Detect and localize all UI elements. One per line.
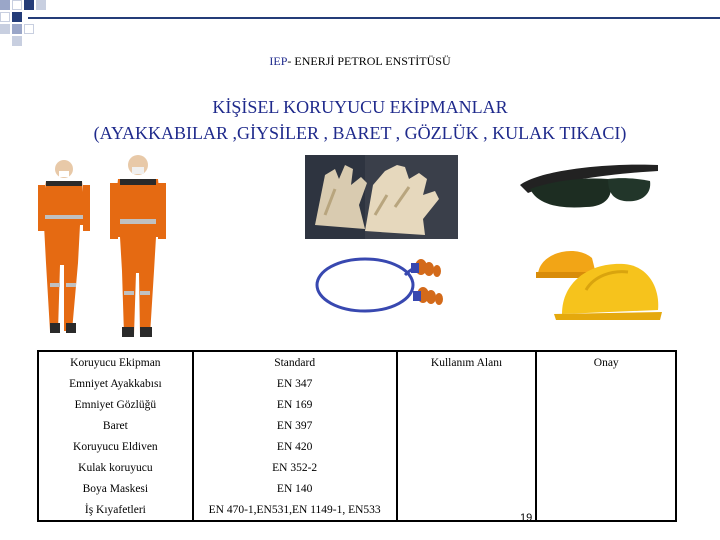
- yellow-hard-hat-photo: [532, 240, 664, 324]
- page-title: [0, 94, 720, 146]
- corner-square: [12, 0, 22, 10]
- worker-figure-right: [110, 155, 166, 337]
- table-cell: EN 169: [193, 394, 397, 415]
- table-row: [38, 457, 676, 478]
- table-cell: Emniyet Ayakkabısı: [38, 373, 193, 394]
- corner-square: [0, 12, 10, 22]
- table-row: [38, 373, 676, 394]
- corner-square: [0, 0, 10, 10]
- table-cell: EN 352-2: [193, 457, 397, 478]
- table-cell: EN 397: [193, 415, 397, 436]
- corner-square: [24, 0, 34, 10]
- table-cell: EN 420: [193, 436, 397, 457]
- table-header-cell: Standard: [193, 351, 397, 373]
- corner-square: [12, 12, 22, 22]
- leather-work-gloves-photo: [305, 155, 458, 239]
- table-cell: [397, 394, 537, 415]
- corner-squares-decoration: [0, 0, 60, 46]
- corner-square: [24, 24, 34, 34]
- table-cell: [536, 415, 676, 436]
- table-cell: [536, 373, 676, 394]
- table-row: [38, 415, 676, 436]
- corner-square: [12, 24, 22, 34]
- table-cell: Koruyucu Eldiven: [38, 436, 193, 457]
- table-cell: [397, 478, 537, 499]
- table-header-cell: Koruyucu Ekipman: [38, 351, 193, 373]
- title-line-1: KİŞİSEL KORUYUCU EKİPMANLAR: [212, 97, 508, 117]
- corner-square: [36, 0, 46, 10]
- table-cell: Baret: [38, 415, 193, 436]
- corded-ear-plugs-photo: [305, 245, 458, 331]
- table-cell: Kulak koruyucu: [38, 457, 193, 478]
- institute-heading: [0, 54, 720, 69]
- table-cell: [397, 457, 537, 478]
- table-cell: [397, 436, 537, 457]
- table-header-cell: Onay: [536, 351, 676, 373]
- page-number: 19: [520, 512, 533, 524]
- header-rule: [28, 17, 720, 19]
- table-cell: EN 347: [193, 373, 397, 394]
- table-cell: [536, 394, 676, 415]
- corner-square: [12, 36, 22, 46]
- safety-glasses-photo: [512, 155, 664, 215]
- table-row: [38, 394, 676, 415]
- table-row: [38, 478, 676, 499]
- table-row: [38, 436, 676, 457]
- table-cell: [397, 499, 537, 521]
- table-cell: İş Kıyafetleri: [38, 499, 193, 521]
- table-cell: Boya Maskesi: [38, 478, 193, 499]
- table-cell: EN 140: [193, 478, 397, 499]
- corner-square: [0, 24, 10, 34]
- table-cell: [536, 478, 676, 499]
- worker-figure-left: [38, 160, 90, 333]
- table-header-cell: Kullanım Alanı: [397, 351, 537, 373]
- table-cell: [397, 373, 537, 394]
- institute-name: - ENERJİ PETROL ENSTİTÜSÜ: [287, 54, 451, 68]
- table-header-row: [38, 351, 676, 373]
- table-cell: [536, 457, 676, 478]
- table-cell: EN 470-1,EN531,EN 1149-1, EN533: [193, 499, 397, 521]
- table-cell: [536, 436, 676, 457]
- table-cell: [397, 415, 537, 436]
- table-cell: Emniyet Gözlüğü: [38, 394, 193, 415]
- table-row: [38, 499, 676, 521]
- orange-workwear-coveralls-photo: [26, 155, 180, 340]
- table-cell: [536, 499, 676, 521]
- title-line-2: (AYAKKABILAR ,GİYSİLER , BARET , GÖZLÜK , KULAK TIKACI): [93, 123, 627, 143]
- ppe-standards-table: [37, 350, 677, 522]
- institute-acronym: IEP: [269, 54, 288, 68]
